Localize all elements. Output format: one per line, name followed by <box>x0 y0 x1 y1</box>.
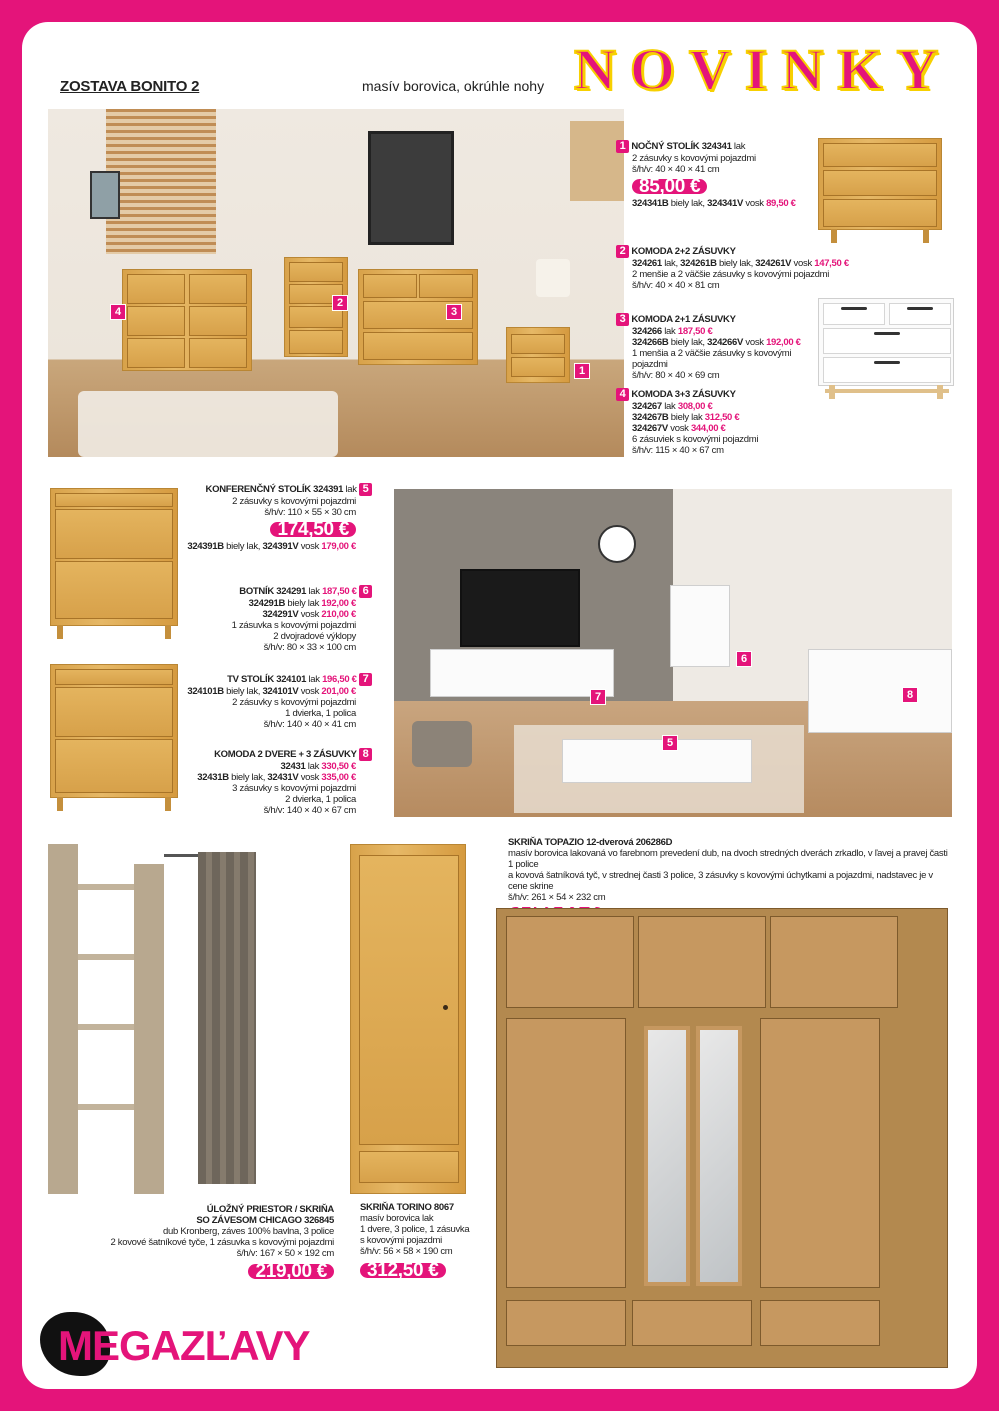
product-7-title: TV STOLÍK 324101 <box>227 674 307 685</box>
chicago-info <box>82 1204 334 1280</box>
product-4-price-2: 312,50 € <box>704 412 740 423</box>
product-8-code-3: 32431V <box>267 772 299 783</box>
chicago-title1: ÚLOŽNÝ PRIESTOR / SKRIŇA <box>206 1204 334 1215</box>
product-5-number: 5 <box>359 483 372 496</box>
megazlavy-logo: MEGAZĽAVY <box>58 1322 310 1369</box>
torino-line2: 1 dvere, 3 police, 1 zásuvka <box>360 1224 470 1235</box>
product-4-line4: 6 zásuviek s kovovými pojazdmi <box>632 434 759 445</box>
window-blinds <box>106 109 216 254</box>
tag-5: 5 <box>662 735 678 751</box>
topazio-title: SKRIŇA TOPAZIO 12-dverová 206286D <box>508 837 673 848</box>
product-5-finish: lak <box>343 484 357 495</box>
product-8-dims: š/h/v: 140 × 40 × 67 cm <box>263 805 356 816</box>
product-4-dims: š/h/v: 115 × 40 × 67 cm <box>632 445 724 456</box>
product-4-text-3: vosk <box>667 423 691 434</box>
product-3-text-3: vosk <box>743 337 767 348</box>
product-5-title: KONFERENČNÝ STOLÍK 324391 <box>205 484 344 495</box>
torino-title: SKRIŇA TORINO 8067 <box>360 1202 454 1213</box>
product-2-text-b: lak, <box>661 258 681 269</box>
product-6-price-3: 210,00 € <box>321 609 356 620</box>
product-6-price-1: 187,50 € <box>322 586 357 597</box>
product-4-number: 4 <box>616 388 629 401</box>
product-6-line4: 1 zásuvka s kovovými pojazdmi <box>231 620 356 631</box>
product-8-text-1: lak <box>305 761 322 772</box>
product-2-code-a: 324261 <box>632 258 662 269</box>
product-5-info <box>172 483 372 552</box>
tag-7: 7 <box>590 689 606 705</box>
product-4-info <box>616 388 816 456</box>
product-5-code-a: 324391B <box>187 541 224 552</box>
product-7-info <box>172 673 372 730</box>
product-8-price-1: 330,50 € <box>321 761 356 772</box>
chicago-title2: SO ZÁVESOM CHICAGO 326845 <box>196 1215 334 1226</box>
chicago-price: 219,00 € <box>248 1264 334 1279</box>
tag-4: 4 <box>110 304 126 320</box>
torino-price: 312,50 € <box>360 1263 446 1278</box>
nightstand <box>506 327 570 383</box>
product-3-dims: š/h/v: 80 × 40 × 69 cm <box>632 370 720 381</box>
product-8-code-1: 32431 <box>280 761 306 772</box>
product-1-variant-code-a: 324341B <box>632 198 669 209</box>
chicago-wardrobe-image <box>48 844 260 1196</box>
product-1-finish: lak <box>731 141 746 152</box>
torino-wardrobe-image <box>350 844 466 1194</box>
product-1-title: NOČNÝ STOLÍK 324341 <box>631 141 732 152</box>
clock <box>598 525 636 563</box>
product-4-code-3: 324267V <box>632 423 668 434</box>
tag-8: 8 <box>902 687 918 703</box>
novinky-badge: NOVINKY <box>574 37 953 102</box>
product-4-price-3: 344,00 € <box>690 423 726 434</box>
product-6-code-3: 324291V <box>262 609 299 620</box>
product-5-text-d: vosk <box>298 541 322 552</box>
product-1-variant-price: 89,50 € <box>766 198 796 209</box>
product-3-code-1: 324266 <box>632 326 662 337</box>
product-6-chest-image <box>50 664 178 798</box>
small-picture <box>90 171 120 219</box>
product-8-text-3: vosk <box>298 772 322 783</box>
product-5-code-c: 324391V <box>262 541 299 552</box>
torino-line3: s kovovými pojazdmi <box>360 1235 442 1246</box>
product-7-text-2: biely lak, <box>223 686 263 697</box>
product-6-info <box>172 585 372 653</box>
product-7-finish: lak <box>306 674 323 685</box>
product-6-line5: 2 dvojradové výklopy <box>273 631 356 642</box>
product-2-price: 147,50 € <box>814 258 849 269</box>
product-2-info <box>616 245 856 291</box>
product-8-code-2: 32431B <box>197 772 229 783</box>
product-7-number: 7 <box>359 673 372 686</box>
product-5-text-b: biely lak, <box>223 541 263 552</box>
product-3-code-3: 324266V <box>707 337 744 348</box>
lamp <box>536 259 570 297</box>
product-5-dims: š/h/v: 110 × 55 × 30 cm <box>264 507 356 518</box>
product-3-line3: 1 menšia a 2 väčšie zásuvky s kovovými pojazdmi <box>632 348 792 370</box>
torino-dims: š/h/v: 56 × 58 × 190 cm <box>360 1246 453 1257</box>
product-4-text-2: biely lak <box>668 412 705 423</box>
tag-1: 1 <box>574 363 590 379</box>
product-1-line1: 2 zásuvky s kovovými pojazdmi <box>632 153 756 164</box>
product-3-title: KOMODA 2+1 ZÁSUVKY <box>631 314 736 325</box>
product-1-image <box>818 138 942 230</box>
product-8-number: 8 <box>359 748 372 761</box>
topazio-desc2: a kovová šatníková tyč, v strednej časti 3 police, 3 zásuvky s kovovými úchytkami a pojazdmi, nadstavec je v cene skrine <box>508 870 933 892</box>
section-title: ZOSTAVA BONITO 2 <box>60 78 200 95</box>
product-6-finish: lak <box>306 586 323 597</box>
tag-6: 6 <box>736 651 752 667</box>
product-6-text-2: biely lak <box>285 598 322 609</box>
product-8-text-2: biely lak, <box>228 772 268 783</box>
bedroom-photo <box>48 109 624 457</box>
torino-info <box>360 1202 500 1279</box>
product-6-price-2: 192,00 € <box>321 598 356 609</box>
product-7-line3: 2 zásuvky s kovovými pojazdmi <box>232 697 356 708</box>
product-1-variant-text-d: vosk <box>743 198 767 209</box>
wall-picture <box>368 131 454 245</box>
product-3-text-1: lak <box>661 326 678 337</box>
product-6-title: BOTNÍK 324291 <box>239 586 307 597</box>
product-2-code-e: 324261V <box>755 258 792 269</box>
product-1-dims: š/h/v: 40 × 40 × 41 cm <box>632 164 720 175</box>
coffee-table <box>562 739 752 783</box>
product-5-variant-price: 179,00 € <box>321 541 356 552</box>
section-subtitle: masív borovica, okrúhle nohy <box>362 78 545 94</box>
chicago-line2: 2 kovové šatníkové tyče, 1 zásuvka s kovovými pojazdmi <box>110 1237 334 1248</box>
product-3-code-2: 324266B <box>632 337 669 348</box>
rug <box>78 391 338 457</box>
product-6-text-3: vosk <box>298 609 322 620</box>
tag-3: 3 <box>446 304 462 320</box>
product-4-title: KOMODA 3+3 ZÁSUVKY <box>631 389 736 400</box>
product-5-price: 174,50 € <box>270 522 356 537</box>
product-3-text-2: biely lak, <box>668 337 708 348</box>
product-3-info <box>616 313 816 381</box>
tag-2: 2 <box>332 295 348 311</box>
product-4-code-2: 324267B <box>632 412 669 423</box>
product-7-code-3: 324101V <box>262 686 299 697</box>
product-1-number: 1 <box>616 140 629 153</box>
product-8-title: KOMODA 2 DVERE + 3 ZÁSUVKY <box>214 749 357 760</box>
product-7-price-1: 196,50 € <box>322 674 357 685</box>
product-4-text-1: lak <box>661 401 678 412</box>
living-room-photo <box>394 489 952 817</box>
product-1-info <box>616 140 816 209</box>
sideboard <box>808 649 952 733</box>
product-3-image <box>818 298 954 386</box>
product-8-line4: 2 dvierka, 1 polica <box>285 794 356 805</box>
product-2-code-c: 324261B <box>680 258 717 269</box>
pouf <box>412 721 472 767</box>
tv-stand <box>430 649 614 697</box>
topazio-desc1: masív borovica lakovaná vo farebnom prevedení dub, na dvoch stredných dverách zrkadlo, v ľavej a pravej časti 1 police <box>508 848 948 870</box>
product-2-title: KOMODA 2+2 ZÁSUVKY <box>631 246 736 257</box>
product-2-text-d: biely lak, <box>716 258 756 269</box>
product-2-dims: š/h/v: 40 × 40 × 81 cm <box>632 280 720 291</box>
chicago-line1: dub Kronberg, záves 100% bavlna, 3 police <box>163 1226 334 1237</box>
product-2-number: 2 <box>616 245 629 258</box>
product-1-variant-text-b: biely lak, <box>668 198 708 209</box>
product-2-text-f: vosk <box>791 258 815 269</box>
product-3-price-1: 187,50 € <box>677 326 713 337</box>
product-6-code-2: 324291B <box>248 598 286 609</box>
product-3-number: 3 <box>616 313 629 326</box>
product-5-chest-image <box>50 488 178 626</box>
dresser-3plus3 <box>122 269 252 371</box>
topazio-dims: š/h/v: 261 × 54 × 232 cm <box>508 892 606 903</box>
product-8-line3: 3 zásuvky s kovovými pojazdmi <box>232 783 356 794</box>
product-7-text-3: vosk <box>298 686 322 697</box>
tv <box>460 569 580 647</box>
product-2-line2: 2 menšie a 2 väčšie zásuvky s kovovými pojazdmi <box>632 269 830 280</box>
product-6-dims: š/h/v: 80 × 33 × 100 cm <box>263 642 356 653</box>
product-1-price: 85,00 € <box>632 179 707 194</box>
product-8-price-2: 335,00 € <box>321 772 356 783</box>
topazio-wardrobe-image <box>496 908 948 1368</box>
product-1-variant-code-c: 324341V <box>707 198 744 209</box>
torino-line1: masív borovica lak <box>360 1213 434 1224</box>
product-7-line4: 1 dvierka, 1 polica <box>285 708 356 719</box>
product-5-line1: 2 zásuvky s kovovými pojazdmi <box>232 496 356 507</box>
flyer-page <box>22 22 977 1389</box>
shoe-cabinet <box>670 585 730 667</box>
product-7-price-2: 201,00 € <box>321 686 356 697</box>
product-4-price-1: 308,00 € <box>677 401 713 412</box>
product-4-code-1: 324267 <box>632 401 662 412</box>
product-6-number: 6 <box>359 585 372 598</box>
product-8-info <box>172 748 372 816</box>
product-7-dims: š/h/v: 140 × 40 × 41 cm <box>263 719 356 730</box>
chicago-dims: š/h/v: 167 × 50 × 192 cm <box>236 1248 334 1259</box>
product-3-price-2: 192,00 € <box>766 337 801 348</box>
product-7-code-2: 324101B <box>187 686 224 697</box>
